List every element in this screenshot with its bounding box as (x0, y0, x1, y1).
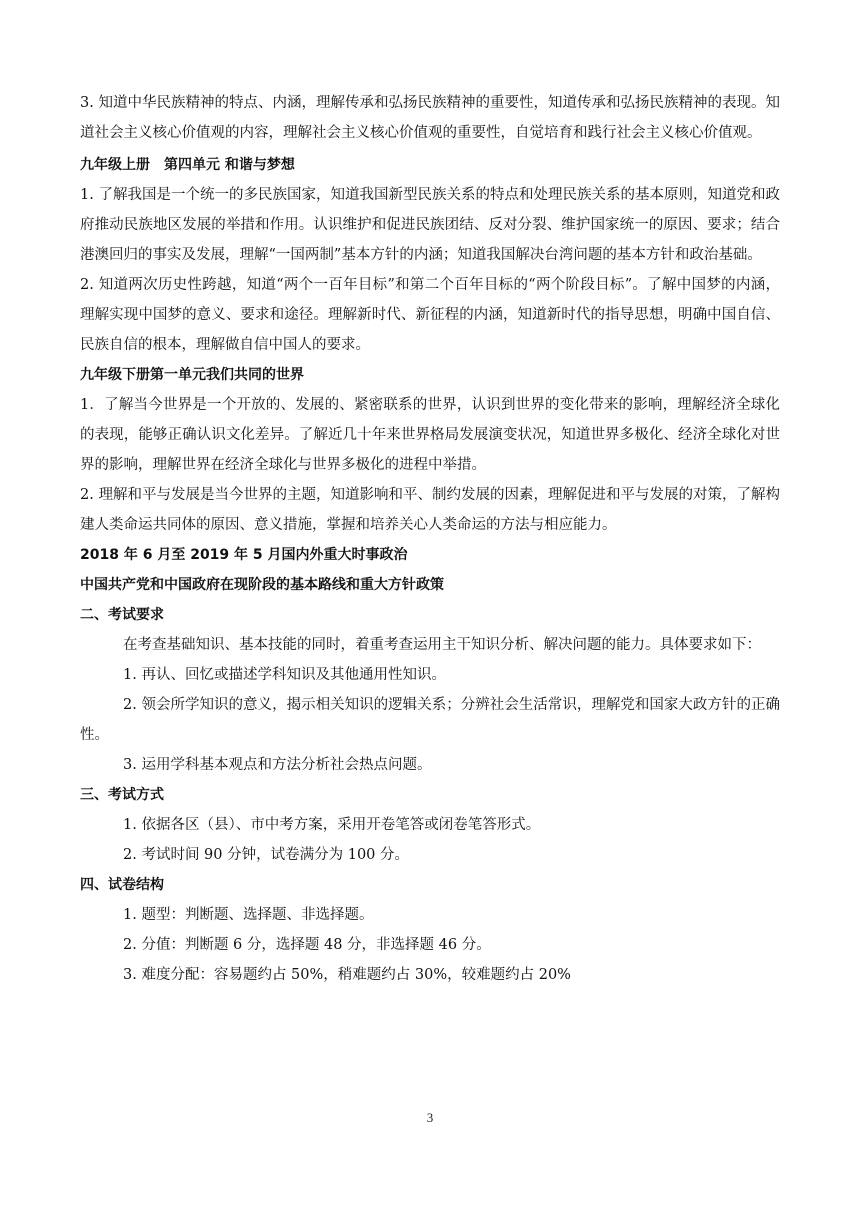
heading-exam-requirements: 二、考试要求 (80, 607, 164, 623)
page-content (80, 88, 780, 990)
paragraph-structure-2: 2. 分值：判断题 6 分，选择题 48 分，非选择题 46 分。 (123, 937, 491, 953)
paragraph-ethnic-unity: 1. 了解我国是一个统一的多民族国家，知道我国新型民族关系的特点和处理民族关系的基本原则，知道党和政府推动民族地区发展的举措和作用。认识维护和促进民族团结、反对分裂、维护国家统一的原因、要求；结合港澳回归的事实及发展，理解“一国两制”基本方针的内涵；知道我国解决台湾问题的基本方针和政治基础。 (80, 187, 780, 263)
heading-grade9-up-unit4: 九年级上册 第四单元 和谐与梦想 (80, 157, 295, 173)
paragraph-structure-1: 1. 题型：判断题、选择题、非选择题。 (123, 907, 374, 923)
paragraph-req-2: 2. 领会所学知识的意义，揭示相关知识的逻辑关系；分辨社会生活常识，理解党和国家大政方针的正确性。 (80, 697, 780, 743)
heading-paper-structure: 四、试卷结构 (80, 877, 164, 893)
heading-policy: 中国共产党和中国政府在现阶段的基本路线和重大方针政策 (80, 577, 444, 593)
heading-current-affairs: 2018 年 6 月至 2019 年 5 月国内外重大时事政治 (80, 547, 408, 563)
paragraph-method-2: 2. 考试时间 90 分钟，试卷满分为 100 分。 (123, 847, 410, 863)
paragraph-open-world: 1．了解当今世界是一个开放的、发展的、紧密联系的世界，认识到世界的变化带来的影响，理解经济全球化的表现，能够正确认识文化差异。了解近几十年来世界格局发展演变状况，知道世界多极化、经济全球化对世界的影响，理解世界在经济全球化与世界多极化的进程中举措。 (80, 397, 780, 473)
paragraph-method-1: 1. 依据各区（县）、市中考方案，采用开卷笔答或闭卷笔答形式。 (123, 817, 541, 833)
heading-exam-method: 三、考试方式 (80, 787, 164, 803)
paragraph-req-1: 1. 再认、回忆或描述学科知识及其他通用性知识。 (123, 667, 446, 683)
paragraph-peace-development: 2. 理解和平与发展是当今世界的主题，知道影响和平、制约发展的因素，理解促进和平与发展的对策，了解构建人类命运共同体的原因、意义措施，掌握和培养关心人类命运的方法与相应能力。 (80, 487, 780, 533)
paragraph-national-spirit: 3. 知道中华民族精神的特点、内涵，理解传承和弘扬民族精神的重要性，知道传承和弘扬民族精神的表现。知道社会主义核心价值观的内容，理解社会主义核心价值观的重要性，自觉培育和践行社会主义核心价值观。 (80, 95, 780, 141)
paragraph-structure-3: 3. 难度分配：容易题约占 50%，稍难题约占 30%，较难题约占 20% (123, 967, 571, 983)
paragraph-req-3: 3. 运用学科基本观点和方法分析社会热点问题。 (123, 757, 432, 773)
paragraph-exam-intro: 在考查基础知识、基本技能的同时，着重考查运用主干知识分析、解决问题的能力。具体要求如下： (123, 637, 761, 653)
heading-grade9-down-unit1: 九年级下册第一单元我们共同的世界 (80, 367, 304, 383)
page-number: 3 (426, 1110, 434, 1125)
paragraph-chinese-dream: 2. 知道两次历史性跨越，知道“两个一百年目标”和第二个百年目标的“两个阶段目标”。了解中国梦的内涵，理解实现中国梦的意义、要求和途径。理解新时代、新征程的内涵，知道新时代的指导思想，明确中国自信、民族自信的根本，理解做自信中国人的要求。 (80, 277, 780, 353)
